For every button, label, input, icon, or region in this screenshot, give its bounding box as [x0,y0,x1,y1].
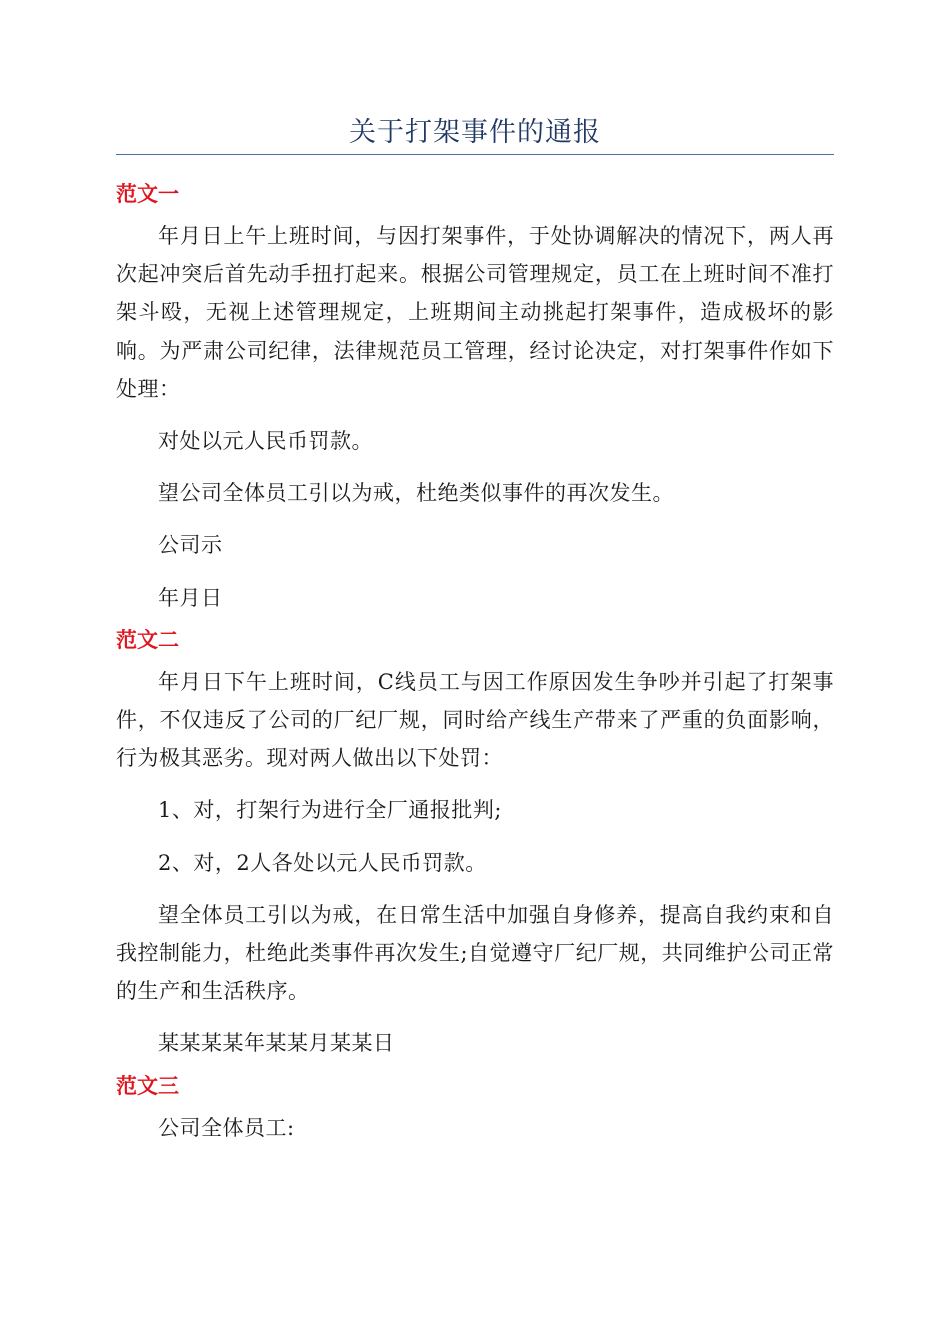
section-heading: 范文三 [116,1073,179,1098]
salutation: 公司全体员工: [158,1115,295,1140]
body-paragraph: 对处以元人民币罚款。 [158,429,373,454]
signature-line: 公司示 [158,533,223,558]
body-paragraph: 望公司全体员工引以为戒，杜绝类似事件的再次发生。 [158,481,674,506]
date-line: 年月日 [158,585,223,610]
list-item: 2、对，2人各处以元人民币罚款。 [158,850,487,875]
document-page [116,0,834,1147]
section-heading: 范文一 [116,182,179,206]
body-paragraph: 年月日上午上班时间，与因打架事件，于处协调解决的情况下，两人再次起冲突后首先动手扭打起来。根据公司管理规定，员工在上班时间不准打架斗殴，无视上述管理规定，上班期间主动挑起打架事件，造成极坏的影响。为严肃公司纪律，法律规范员工管理，经讨论决定，对打架事件作如下处理： [116,224,834,401]
document-title: 关于打架事件的通报 [349,117,601,148]
title-underline [116,154,834,155]
body-paragraph: 望全体员工引以为戒，在日常生活中加强自身修养，提高自我约束和自我控制能力，杜绝此类事件再次发生;自觉遵守厂纪厂规，共同维护公司正常的生产和生活秩序。 [116,902,834,1004]
body-paragraph: 年月日下午上班时间，C线员工与因工作原因发生争吵并引起了打架事件，不仅违反了公司的厂纪厂规，同时给产线生产带来了严重的负面影响，行为极其恶劣。现对两人做出以下处罚： [116,669,834,771]
section-3 [116,1071,834,1147]
section-2 [116,625,834,1063]
date-line: 某某某某年某某月某某日 [158,1031,395,1056]
section-heading: 范文二 [116,627,179,652]
section-1 [116,179,834,617]
list-item: 1、对，打架行为进行全厂通报批判; [158,798,502,823]
